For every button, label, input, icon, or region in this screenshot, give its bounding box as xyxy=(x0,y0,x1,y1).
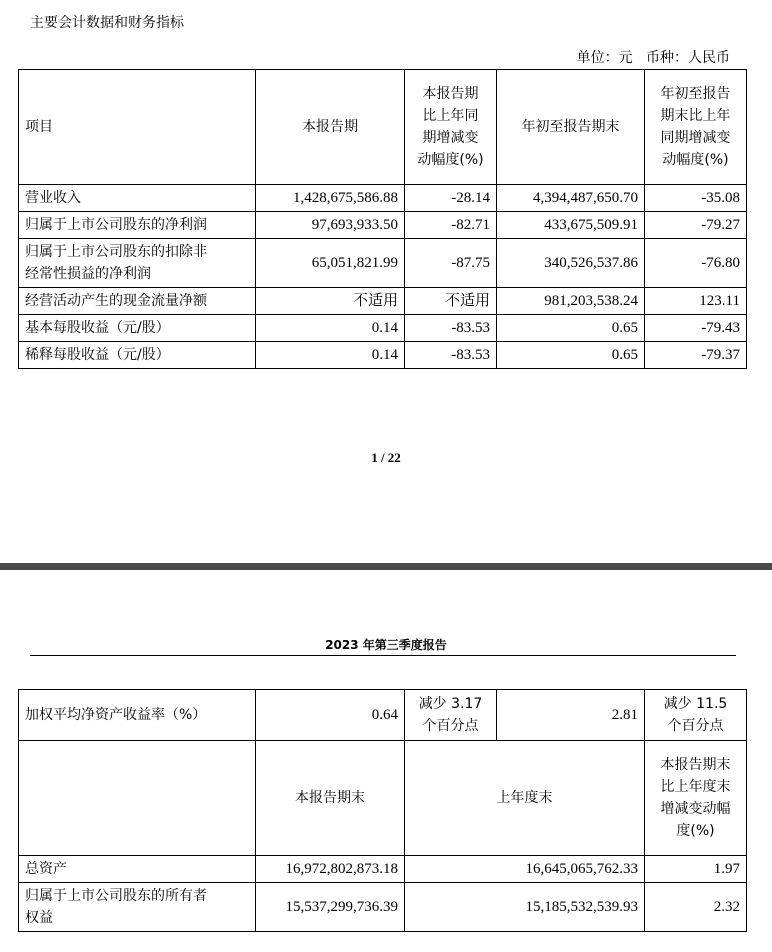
row-item-label: 经营活动产生的现金流量净额 xyxy=(19,288,256,315)
row-current-value: 65,051,821.99 xyxy=(256,239,405,288)
header-prior-year-end: 上年度末 xyxy=(405,741,645,856)
row-item-label: 总资产 xyxy=(19,856,256,883)
header-change: 本报告期末 比上年度末 增减变动幅 度(%) xyxy=(645,741,747,856)
page-2 xyxy=(0,570,772,952)
row-ytd-change: 减少 11.5 个百分点 xyxy=(645,690,747,741)
row-current-change: -87.75 xyxy=(405,239,497,288)
row-item-label: 营业收入 xyxy=(19,185,256,212)
header-rule xyxy=(30,655,736,656)
row-ytd-change: 123.11 xyxy=(645,288,747,315)
table-row xyxy=(19,315,747,342)
header-current-change: 本报告期 比上年同 期增减变 动幅度(%) xyxy=(405,70,497,185)
row-ytd-change: -35.08 xyxy=(645,185,747,212)
row-current-change: 不适用 xyxy=(405,288,497,315)
table-row xyxy=(19,288,747,315)
row-ytd-value: 0.65 xyxy=(497,342,645,369)
row-item-label: 稀释每股收益（元/股） xyxy=(19,342,256,369)
row-period-end-value: 15,537,299,736.39 xyxy=(256,883,405,932)
row-ytd-value: 0.65 xyxy=(497,315,645,342)
row-current-change: -83.53 xyxy=(405,315,497,342)
table-row xyxy=(19,212,747,239)
row-current-value: 0.64 xyxy=(256,690,405,741)
row-current-value: 1,428,675,586.88 xyxy=(256,185,405,212)
page-separator xyxy=(0,563,772,570)
table-header-row xyxy=(19,741,747,856)
balance-table xyxy=(18,689,747,932)
row-ytd-change: -79.43 xyxy=(645,315,747,342)
header-item xyxy=(19,741,256,856)
row-ytd-change: -79.27 xyxy=(645,212,747,239)
page-number: 1 / 22 xyxy=(371,450,401,465)
report-header-title: 2023 年第三季度报告 xyxy=(325,638,447,652)
row-item-label: 归属于上市公司股东的扣除非 经常性损益的净利润 xyxy=(19,239,256,288)
row-ytd-value: 4,394,487,650.70 xyxy=(497,185,645,212)
header-ytd-change: 年初至报告 期末比上年 同期增减变 动幅度(%) xyxy=(645,70,747,185)
row-current-value: 0.14 xyxy=(256,315,405,342)
table-header-row xyxy=(19,70,747,185)
row-current-value: 0.14 xyxy=(256,342,405,369)
row-prior-year-end-value: 15,185,532,539.93 xyxy=(405,883,645,932)
section-title: 主要会计数据和财务指标 xyxy=(30,15,184,31)
row-prior-year-end-value: 16,645,065,762.33 xyxy=(405,856,645,883)
row-item-label: 归属于上市公司股东的净利润 xyxy=(19,212,256,239)
table-row xyxy=(19,342,747,369)
row-ytd-value: 340,526,537.86 xyxy=(497,239,645,288)
header-current-period: 本报告期 xyxy=(256,70,405,185)
unit-currency-line: 单位：元 币种：人民币 xyxy=(576,50,730,66)
row-current-value: 不适用 xyxy=(256,288,405,315)
table-row xyxy=(19,883,747,932)
row-current-value: 97,693,933.50 xyxy=(256,212,405,239)
table-row xyxy=(19,690,747,741)
row-ytd-value: 2.81 xyxy=(497,690,645,741)
row-current-change: -28.14 xyxy=(405,185,497,212)
row-ytd-value: 433,675,509.91 xyxy=(497,212,645,239)
row-ytd-change: -79.37 xyxy=(645,342,747,369)
row-current-change: 减少 3.17 个百分点 xyxy=(405,690,497,741)
row-change-value: 2.32 xyxy=(645,883,747,932)
row-current-change: -82.71 xyxy=(405,212,497,239)
table-row xyxy=(19,185,747,212)
main-financial-table xyxy=(18,69,747,369)
row-item-label: 归属于上市公司股东的所有者 权益 xyxy=(19,883,256,932)
row-ytd-change: -76.80 xyxy=(645,239,747,288)
row-ytd-value: 981,203,538.24 xyxy=(497,288,645,315)
row-item-label: 加权平均净资产收益率（%） xyxy=(19,690,256,741)
table-row xyxy=(19,856,747,883)
row-current-change: -83.53 xyxy=(405,342,497,369)
row-period-end-value: 16,972,802,873.18 xyxy=(256,856,405,883)
header-item: 项目 xyxy=(19,70,256,185)
header-ytd: 年初至报告期末 xyxy=(497,70,645,185)
header-period-end: 本报告期末 xyxy=(256,741,405,856)
row-change-value: 1.97 xyxy=(645,856,747,883)
row-item-label: 基本每股收益（元/股） xyxy=(19,315,256,342)
table-row xyxy=(19,239,747,288)
